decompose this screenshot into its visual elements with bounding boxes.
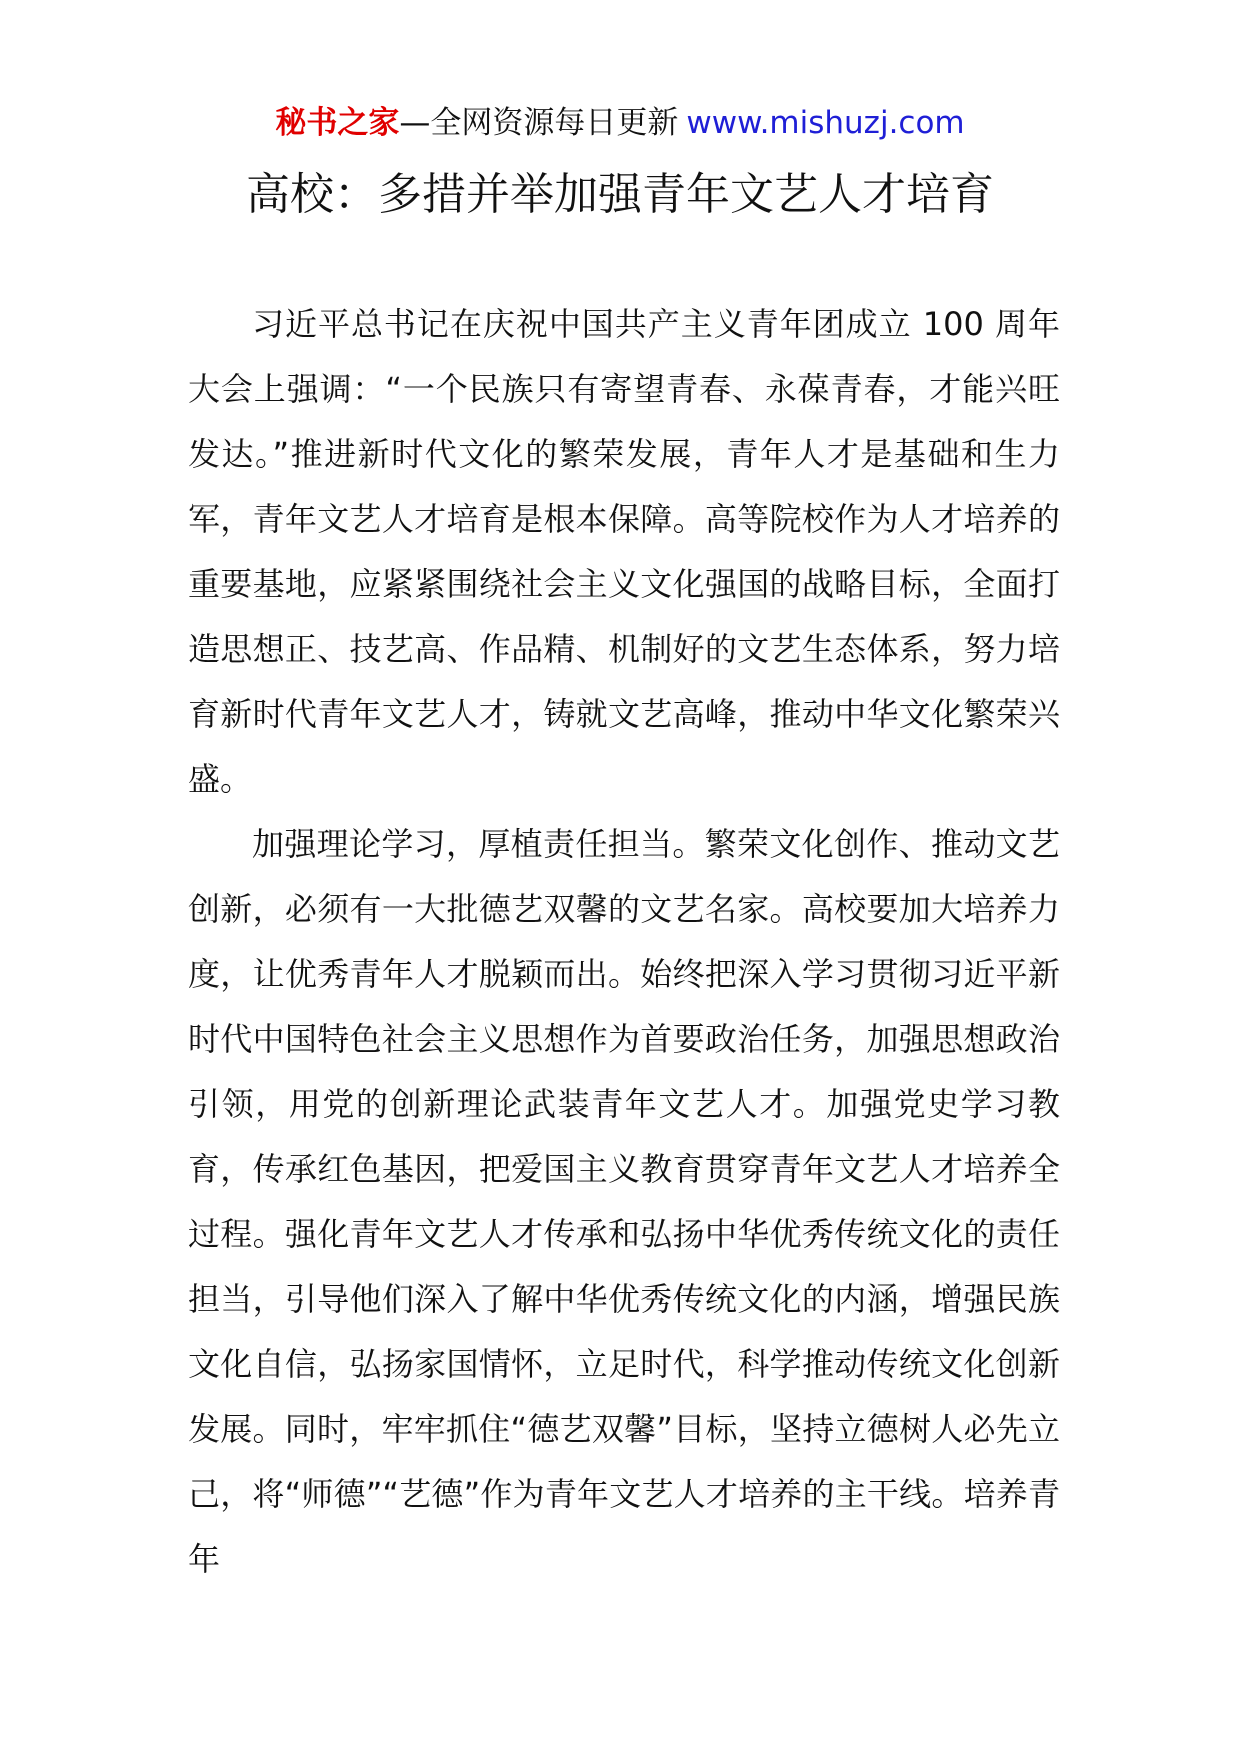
paragraph-intro: 习近平总书记在庆祝中国共产主义青年团成立 100 周年大会上强调：“一个民族只有寄望青春、永葆青春，才能兴旺发达。”推进新时代文化的繁荣发展，青年人才是基础和生力军，青年文艺人才培育是根本保障。高等院校作为人才培养的重要基地，应紧紧围绕社会主义文化强国的战略目标，全面打造思想正、技艺高、作品精、机制好的文艺生态体系，努力培育新时代青年文艺人才，铸就文艺高峰，推动中华文化繁荣兴盛。 [188, 305, 1060, 798]
site-slogan: 全网资源每日更新 [430, 105, 679, 141]
site-brand-name: 秘书之家 [275, 105, 400, 141]
site-url-link[interactable]: www.mishuzj.com [686, 105, 965, 141]
article-title: 高校：多措并举加强青年文艺人才培育 [246, 169, 994, 220]
site-banner [0, 100, 1240, 146]
banner-dash: — [399, 105, 431, 141]
article-body [188, 292, 1060, 1592]
paragraph-theory-study: 加强理论学习，厚植责任担当。繁荣文化创作、推动文艺创新，必须有一大批德艺双馨的文艺名家。高校要加大培养力度，让优秀青年人才脱颖而出。始终把深入学习贯彻习近平新时代中国特色社会主义思想作为首要政治任务，加强思想政治引领，用党的创新理论武装青年文艺人才。加强党史学习教育，传承红色基因，把爱国主义教育贯穿青年文艺人才培养全过程。强化青年文艺人才传承和弘扬中华优秀传统文化的责任担当，引导他们深入了解中华优秀传统文化的内涵，增强民族文化自信，弘扬家国情怀，立足时代，科学推动传统文化创新发展。同时，牢牢抓住“德艺双馨”目标，坚持立德树人必先立己，将“师德”“艺德”作为青年文艺人才培养的主干线。培养青年 [188, 825, 1060, 1578]
